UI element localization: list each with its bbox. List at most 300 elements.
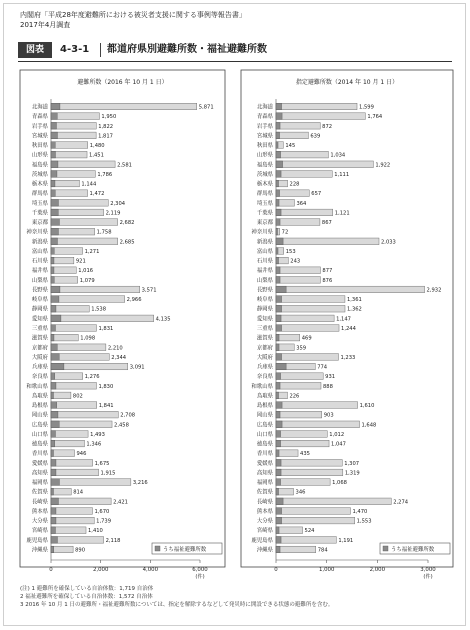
panel2-category-label: 岩手県 [256, 123, 273, 130]
panel1-legend-label: うち福祉避難所数 [163, 546, 207, 553]
panel2-bar [276, 479, 330, 486]
panel1-category-label: 北海道 [31, 104, 48, 111]
panel1-welfare-bar [51, 257, 54, 264]
panel2-legend-label: うち福祉避難所数 [391, 546, 435, 553]
panel1-bar [51, 354, 109, 361]
panel2-category-label: 福井県 [256, 268, 273, 275]
panel1-welfare-bar [51, 363, 64, 370]
panel2-category-label: 鹿児島県 [251, 537, 273, 544]
panel2-value-label: 145 [285, 143, 296, 150]
panel2-welfare-bar [276, 325, 282, 332]
panel2-bar [276, 469, 343, 476]
panel1-value-label: 1,016 [78, 268, 94, 275]
panel1-value-label: 1,739 [96, 518, 112, 525]
panel2-category-label: 高知県 [256, 470, 273, 477]
panel2-category-label: 三重県 [256, 325, 273, 332]
panel2-bar [276, 122, 320, 129]
panel2-bar [276, 103, 357, 110]
panel1-value-label: 1,950 [101, 114, 117, 121]
panel2-bar [276, 431, 327, 438]
panel2-category-label: 大阪府 [256, 354, 273, 361]
panel1-bar [51, 450, 74, 457]
panel1-value-label: 2,708 [120, 412, 136, 419]
panel2-value-label: 1,047 [331, 441, 346, 448]
panel2-value-label: 72 [281, 229, 289, 236]
panel1-bar [51, 431, 88, 438]
panel2-bar [276, 315, 334, 322]
panel2-value-label: 1,012 [329, 431, 345, 438]
panel2-category-label: 愛媛県 [256, 460, 273, 467]
panel2-bar [276, 286, 425, 293]
panel1-value-label: 2,682 [119, 220, 135, 227]
panel2-category-label: 沖縄県 [256, 547, 273, 554]
panel2-value-label: 2,033 [381, 239, 396, 246]
panel1-welfare-bar [51, 517, 56, 524]
panel1-welfare-bar [51, 305, 56, 312]
panel1-category-label: 大分県 [31, 518, 48, 525]
panel2-welfare-bar [276, 238, 283, 245]
panel1-value-label: 1,276 [84, 374, 100, 381]
panel1-category-label: 石川県 [31, 258, 48, 265]
panel1-value-label: 1,451 [89, 152, 104, 159]
panel2-value-label: 1,319 [344, 470, 360, 477]
panel2-welfare-bar [276, 344, 279, 351]
panel2-value-label: 364 [296, 200, 307, 207]
panel1-bar [51, 238, 118, 245]
panel2-bar [276, 132, 308, 139]
panel1-value-label: 2,304 [110, 200, 126, 207]
panel1-category-label: 岡山県 [31, 412, 48, 419]
panel2-category-label: 秋田県 [256, 143, 273, 150]
panel2-category-label: 福岡県 [256, 480, 273, 487]
panel1-tick-label: 4,000 [142, 567, 159, 573]
panel2-value-label: 784 [317, 547, 328, 554]
panel1-welfare-bar [51, 325, 55, 332]
note-1: (注) 1 避難所を確保している自治体数：1,719 自治体 [20, 586, 154, 592]
panel1-bar [51, 315, 154, 322]
panel2-welfare-bar [276, 151, 281, 158]
panel2-welfare-bar [276, 305, 282, 312]
panel1-tick-label: 6,000 [192, 567, 208, 573]
panel2-bar [276, 296, 345, 303]
panel1-unit-label: (件) [195, 574, 205, 580]
panel1-category-label: 福岡県 [31, 480, 48, 487]
panel2-value-label: 2,274 [393, 499, 409, 506]
panel1-bar [51, 219, 118, 226]
panel2-bar [276, 373, 323, 380]
panel1-welfare-bar [51, 132, 57, 139]
panel2-category-label: 岐阜県 [256, 297, 273, 304]
panel1-value-label: 1,480 [89, 143, 105, 150]
panel1-value-label: 1,817 [98, 133, 113, 140]
panel1-bar [51, 488, 71, 495]
panel2-welfare-bar [276, 479, 281, 486]
panel2-category-label: 兵庫県 [256, 364, 273, 371]
panel1-value-label: 2,421 [113, 499, 128, 506]
panel2-welfare-bar [276, 209, 281, 216]
panel1-value-label: 1,079 [79, 277, 95, 284]
panel1-category-label: 東京都 [31, 220, 48, 227]
panel2-category-label: 京都府 [256, 345, 273, 352]
panel1-welfare-bar [51, 392, 53, 399]
survey-date: 2017年4月調査 [20, 21, 71, 29]
panel2-category-label: 長崎県 [256, 499, 273, 506]
panel2-welfare-bar [276, 132, 280, 139]
panel1-category-label: 島根県 [31, 403, 48, 410]
panel1-category-label: 山口県 [31, 431, 48, 438]
panel1-value-label: 1,915 [100, 470, 116, 477]
panel2-value-label: 153 [285, 248, 296, 255]
panel2-value-label: 346 [295, 489, 306, 496]
panel1-bar [51, 498, 111, 505]
panel1-bar [51, 296, 125, 303]
panel1-welfare-bar [51, 344, 57, 351]
panel1-welfare-bar [51, 248, 54, 255]
panel1-bar [51, 257, 74, 264]
panel1-category-label: 秋田県 [31, 143, 48, 150]
panel1-welfare-bar [51, 228, 58, 235]
panel2-bar [276, 277, 320, 284]
panel1-category-label: 栃木県 [31, 181, 48, 188]
panel1-value-label: 1,670 [94, 508, 110, 515]
panel1-welfare-bar [51, 498, 58, 505]
panel2-category-label: 香川県 [256, 451, 273, 458]
panel2-welfare-bar [276, 315, 281, 322]
panel2-value-label: 1,361 [346, 297, 362, 304]
panel1-category-label: 大阪府 [31, 354, 48, 361]
panel2-category-label: 栃木県 [256, 181, 273, 188]
panel2-category-label: 千葉県 [256, 210, 273, 217]
panel2-tick-label: 1,000 [318, 567, 335, 573]
panel1-bar [51, 190, 88, 197]
panel2-welfare-bar [276, 546, 280, 553]
panel2-unit-label: (件) [423, 574, 433, 580]
panel2-welfare-bar [276, 508, 282, 515]
panel2-category-label: 奈良県 [256, 374, 273, 381]
panel2-value-label: 435 [300, 451, 310, 458]
panel1-welfare-bar [51, 296, 59, 303]
panel2-welfare-bar [276, 267, 280, 274]
panel2-value-label: 876 [322, 277, 333, 284]
panel2-category-label: 山梨県 [256, 277, 273, 284]
panel1-category-label: 愛媛県 [31, 460, 48, 467]
panel2-category-label: 福島県 [256, 162, 273, 169]
panel1-bar [51, 103, 197, 110]
panel2-value-label: 1,764 [367, 114, 383, 121]
panel1-welfare-bar [51, 469, 56, 476]
panel2-bar [276, 161, 373, 168]
panel1-tick-label: 0 [49, 567, 53, 573]
panel1-category-label: 三重県 [31, 325, 48, 332]
panel2-value-label: 1,470 [352, 508, 368, 515]
panel1-value-label: 3,216 [132, 480, 148, 487]
panel1-welfare-bar [51, 508, 56, 515]
panel1-bar [51, 267, 76, 274]
panel2-welfare-bar [276, 334, 279, 341]
panel2-welfare-bar [276, 488, 279, 495]
panel2-category-label: 青森県 [256, 114, 273, 121]
panel1-category-label: 高知県 [31, 470, 48, 477]
panel2-category-label: 埼玉県 [256, 200, 273, 207]
panel2-value-label: 1,307 [344, 460, 360, 467]
panel1-category-label: 奈良県 [31, 374, 48, 381]
panel1-category-label: 長崎県 [31, 499, 48, 506]
panel2-bar [276, 421, 359, 428]
panel2-category-label: 東京都 [256, 220, 273, 227]
panel2-value-label: 931 [325, 374, 336, 381]
panel2-value-label: 1,922 [375, 162, 391, 169]
panel1-welfare-bar [51, 421, 59, 428]
panel1-welfare-bar [51, 151, 55, 158]
panel2-value-label: 1,244 [341, 325, 356, 332]
panel1-category-label: 徳島県 [31, 441, 48, 448]
panel2-bar [276, 517, 355, 524]
panel2-bar [276, 334, 300, 341]
panel2-bar [276, 498, 391, 505]
panel1-value-label: 1,786 [97, 171, 113, 178]
panel1-bar [51, 132, 96, 139]
panel1-welfare-bar [51, 431, 55, 438]
panel2-value-label: 469 [301, 335, 312, 342]
panel2-value-label: 1,610 [359, 403, 375, 410]
panel2-welfare-bar [276, 257, 279, 264]
panel2-welfare-bar [276, 373, 281, 380]
panel2-category-label: 岡山県 [256, 412, 273, 419]
panel1-welfare-bar [51, 238, 57, 245]
panel2-bar [276, 171, 332, 178]
figure-number: 4-3-1 [60, 44, 90, 55]
panel1-value-label: 2,210 [107, 345, 123, 352]
panel1-value-label: 1,144 [81, 181, 97, 188]
panel1-welfare-bar [51, 200, 58, 207]
panel2-category-label: 山口県 [256, 431, 273, 438]
panel1-category-label: 愛知県 [31, 316, 48, 323]
panel2-welfare-bar [276, 180, 279, 187]
panel2-category-label: 鳥取県 [256, 393, 273, 400]
panel2-bar [276, 325, 339, 332]
panel2-bar [276, 267, 320, 274]
panel2-value-label: 657 [311, 191, 322, 198]
panel1-bar [51, 248, 83, 255]
panel2-value-label: 2,932 [426, 287, 442, 294]
panel2-welfare-bar [276, 527, 279, 534]
panel1-bar [51, 305, 89, 312]
panel2-bar [276, 537, 336, 544]
panel2-welfare-bar [276, 103, 282, 110]
panel1-welfare-bar [51, 171, 57, 178]
notes [20, 585, 333, 609]
panel1-value-label: 1,472 [89, 191, 105, 198]
panel2-welfare-bar [276, 382, 280, 389]
panel1-value-label: 1,841 [98, 403, 114, 410]
panel1-category-label: 宮城県 [31, 133, 48, 140]
panel2-category-label: 北海道 [256, 104, 273, 111]
panel1-welfare-bar [51, 267, 54, 274]
panel2-value-label: 774 [317, 364, 328, 371]
panel1-legend-swatch [155, 546, 160, 551]
panel2-category-label: 愛知県 [256, 316, 273, 323]
panel1-category-label: 神奈川県 [26, 229, 48, 236]
panel2-welfare-bar [276, 228, 278, 235]
panel1-bar [51, 546, 73, 553]
panel2-bar [276, 402, 358, 409]
panel2-category-label: 静岡県 [256, 306, 273, 313]
panel1-category-label: 香川県 [31, 451, 48, 458]
panel1-bar [51, 382, 96, 389]
panel1-category-label: 広島県 [31, 422, 48, 429]
panel1-value-label: 2,685 [119, 239, 135, 246]
panel1-value-label: 1,346 [86, 441, 102, 448]
panel2-value-label: 1,068 [332, 480, 347, 487]
panel1-category-label: 長野県 [31, 287, 48, 294]
panel1-welfare-bar [51, 122, 56, 129]
panel1-category-label: 宮崎県 [31, 528, 48, 535]
panel2-welfare-bar [276, 354, 282, 361]
panel1-bar [51, 373, 83, 380]
panel2-welfare-bar [276, 431, 281, 438]
panel1-bar [51, 440, 84, 447]
panel1-bar [51, 421, 112, 428]
panel1-bar [51, 402, 97, 409]
panel1-value-label: 2,119 [105, 210, 121, 217]
panel2-category-label: 熊本県 [256, 508, 273, 515]
panel1-welfare-bar [51, 488, 53, 495]
panel1-category-label: 兵庫県 [31, 364, 48, 371]
note-2: 2 福祉避難所を確保している自治体数：1,572 自治体 [20, 594, 153, 600]
panel2-bar [276, 238, 379, 245]
panel1-bar [51, 142, 88, 149]
panel2-value-label: 1,121 [334, 210, 350, 217]
panel1-value-label: 5,871 [198, 104, 214, 111]
panel1-value-label: 1,822 [98, 123, 114, 130]
panel1-bar [51, 527, 86, 534]
panel2-bar [276, 508, 350, 515]
panel2-category-label: 滋賀県 [256, 335, 273, 342]
panel1-value-label: 921 [75, 258, 86, 265]
panel1-welfare-bar [51, 527, 55, 534]
panel2-welfare-bar [276, 469, 281, 476]
figure-title: 都道府県別避難所数・福祉避難所数 [107, 44, 267, 55]
panel1-category-label: 茨城県 [31, 171, 48, 178]
panel1-value-label: 946 [76, 451, 87, 458]
panel2-welfare-bar [276, 450, 279, 457]
source-citation: 内閣府「平成28年度避難所における被災者支援に関する事例等報告書」 [20, 11, 246, 19]
panel1-bar [51, 537, 104, 544]
panel1-category-label: 山形県 [31, 152, 48, 159]
panel1-bar [51, 161, 115, 168]
panel1-category-label: 沖縄県 [31, 547, 48, 554]
panel2-welfare-bar [276, 219, 280, 226]
panel1-bar [51, 325, 96, 332]
panel1-bar [51, 517, 94, 524]
panel2-welfare-bar [276, 200, 279, 207]
panel1-welfare-bar [51, 354, 59, 361]
panel2-bar [276, 440, 329, 447]
panel2-value-label: 1,034 [330, 152, 346, 159]
panel1-welfare-bar [51, 180, 55, 187]
panel2-tick-label: 0 [274, 567, 278, 573]
panel2-value-label: 1,553 [356, 518, 372, 525]
panel1-welfare-bar [51, 209, 58, 216]
panel1-welfare-bar [51, 142, 55, 149]
panel1-welfare-bar [51, 277, 54, 284]
panel2-tick-label: 3,000 [420, 567, 436, 573]
panel1-value-label: 1,538 [91, 306, 107, 313]
panel1-category-label: 滋賀県 [31, 335, 48, 342]
panel1-title: 避難所数（2016 年 10 月 1 日） [77, 79, 168, 86]
panel2-bar [276, 113, 365, 120]
panel1-category-label: 埼玉県 [31, 200, 48, 207]
panel2-bar [276, 527, 303, 534]
panel1-bar [51, 460, 93, 467]
panel1-welfare-bar [51, 219, 59, 226]
panel2-value-label: 1,599 [359, 104, 374, 111]
panel2-welfare-bar [276, 286, 286, 293]
panel1-category-label: 富山県 [31, 248, 48, 255]
panel2-bar [276, 546, 316, 553]
panel1-value-label: 1,675 [94, 460, 110, 467]
panel1-bar [51, 277, 78, 284]
panel2-value-label: 1,362 [347, 306, 362, 313]
panel2-value-label: 1,111 [334, 171, 350, 178]
panel2-bar [276, 151, 328, 158]
panel2-value-label: 903 [323, 412, 334, 419]
panel2-value-label: 888 [322, 383, 333, 390]
panel2-category-label: 神奈川県 [251, 229, 273, 236]
panel1-category-label: 山梨県 [31, 277, 48, 284]
panel1-welfare-bar [51, 440, 55, 447]
panel1-bar [51, 171, 95, 178]
panel2-category-label: 宮崎県 [256, 528, 273, 535]
panel1-bar [51, 411, 118, 418]
panel2-value-label: 1,233 [340, 354, 356, 361]
panel1-bar [51, 113, 99, 120]
panel2-category-label: 石川県 [256, 258, 273, 265]
panel2-welfare-bar [276, 248, 278, 255]
figure-label: 図表 [18, 42, 52, 58]
panel1-category-label: 福島県 [31, 162, 48, 169]
panel1-welfare-bar [51, 382, 56, 389]
panel1-category-label: 岐阜県 [31, 297, 48, 304]
panel1-value-label: 2,344 [111, 354, 127, 361]
panel1-welfare-bar [51, 479, 59, 486]
panel1-bar [51, 508, 92, 515]
panel2-bar [276, 382, 321, 389]
panel2-value-label: 226 [289, 393, 300, 400]
panel2-welfare-bar [276, 517, 282, 524]
panel1-welfare-bar [51, 537, 57, 544]
panel2-welfare-bar [276, 161, 283, 168]
panel1-bar [51, 151, 87, 158]
panel2-welfare-bar [276, 392, 279, 399]
panel1-bar [51, 180, 79, 187]
panel1-category-label: 鹿児島県 [26, 537, 48, 544]
panel1-welfare-bar [51, 411, 58, 418]
panel2-welfare-bar [276, 537, 281, 544]
panel2-category-label: 宮城県 [256, 133, 273, 140]
panel1-value-label: 1,098 [80, 335, 96, 342]
panel1-welfare-bar [51, 460, 56, 467]
panel2-welfare-bar [276, 190, 280, 197]
panel2-bar [276, 209, 333, 216]
panel2-welfare-bar [276, 411, 280, 418]
panel1-value-label: 890 [75, 547, 86, 554]
panel1-category-label: 和歌山県 [26, 383, 48, 390]
panel1-bar [51, 344, 106, 351]
panel1-category-label: 青森県 [31, 114, 48, 121]
panel2-category-label: 山形県 [256, 152, 273, 159]
panel1-bar [51, 209, 104, 216]
